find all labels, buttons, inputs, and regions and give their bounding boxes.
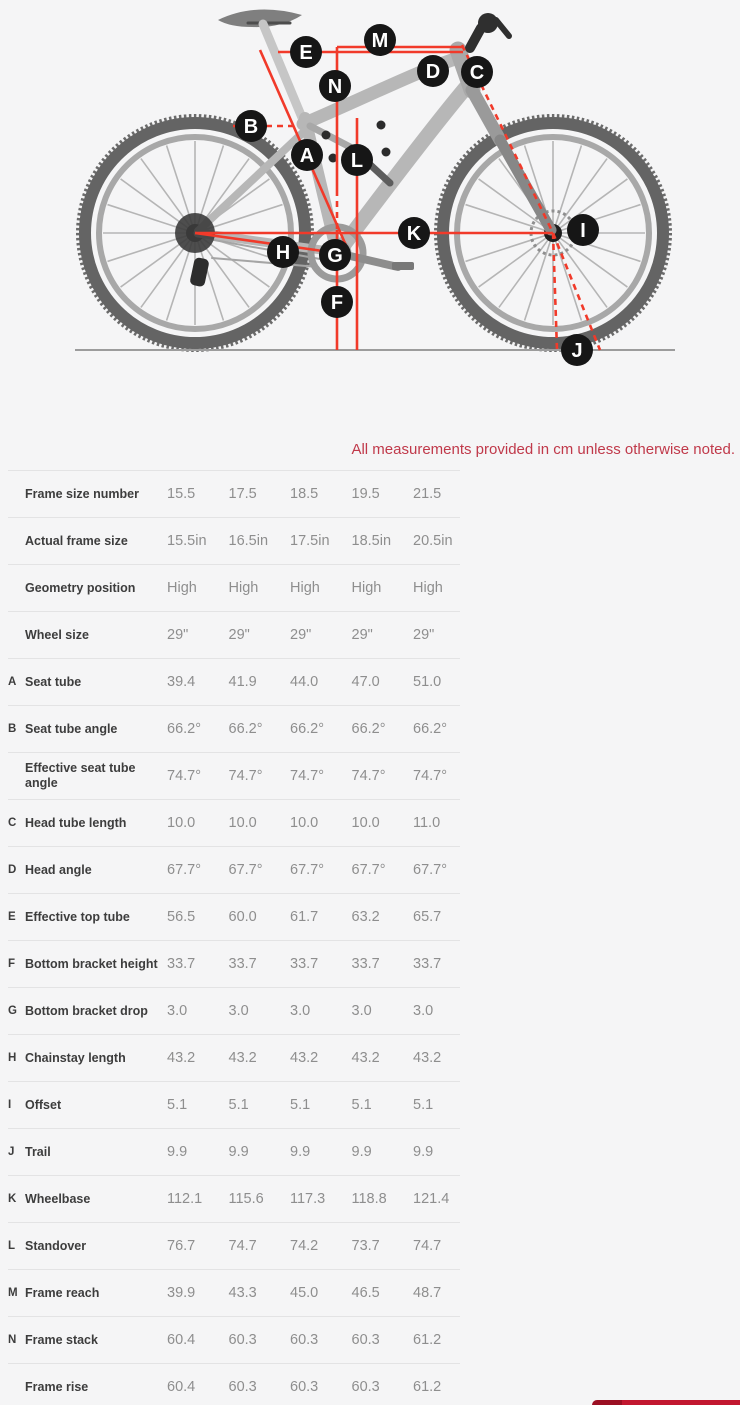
svg-text:M: M	[371, 30, 389, 52]
table-row	[8, 705, 460, 752]
row-value: 3.0	[413, 1003, 434, 1019]
table-row	[8, 1363, 460, 1405]
row-letter: B	[8, 723, 17, 735]
row-value: 18.5in	[351, 533, 392, 549]
row-letter: F	[8, 958, 16, 970]
pivot-bolt	[377, 121, 386, 130]
row-value: 60.4	[167, 1379, 196, 1395]
svg-text:A: A	[299, 145, 315, 167]
svg-text:E: E	[299, 42, 313, 64]
row-value: 15.5	[167, 486, 196, 502]
row-value: 65.7	[413, 909, 442, 925]
row-value: 67.7°	[228, 862, 263, 878]
row-value: 66.2°	[413, 721, 448, 737]
row-value: 74.2	[290, 1238, 319, 1254]
row-letter: N	[8, 1334, 17, 1346]
row-value: 60.3	[290, 1332, 319, 1348]
table-row	[8, 517, 460, 564]
row-value: 9.9	[290, 1144, 311, 1160]
row-value: 10.0	[228, 815, 257, 831]
row-value: 73.7	[351, 1238, 380, 1254]
row-label: Effective top tube	[25, 909, 130, 924]
row-letter: J	[8, 1146, 15, 1158]
marker-A	[291, 139, 323, 171]
row-value: 3.0	[228, 1003, 249, 1019]
row-value: 66.2°	[228, 721, 263, 737]
table-row	[8, 564, 460, 611]
row-label: Bottom bracket height	[25, 956, 158, 971]
row-value: 63.2	[351, 909, 380, 925]
table-row	[8, 1175, 460, 1222]
row-letter: D	[8, 864, 17, 876]
row-value: 29"	[228, 627, 250, 643]
pivot-bolt	[382, 148, 391, 157]
row-label: Wheel size	[25, 627, 89, 642]
table-row	[8, 940, 460, 987]
row-value: 48.7	[413, 1285, 442, 1301]
row-letter: L	[8, 1240, 16, 1252]
row-label: Geometry position	[25, 580, 136, 595]
row-value: 60.3	[228, 1379, 257, 1395]
row-value: 117.3	[290, 1191, 326, 1207]
measurements-note: All measurements provided in cm unless otherwise noted.	[351, 441, 735, 458]
table-row	[8, 658, 460, 705]
svg-text:N: N	[327, 76, 343, 98]
row-value: 17.5in	[290, 533, 330, 549]
svg-text:K: K	[406, 223, 422, 245]
row-letter: K	[8, 1193, 17, 1205]
row-value: 9.9	[413, 1144, 434, 1160]
marker-L	[341, 144, 373, 176]
row-value: High	[413, 580, 443, 596]
row-value: 33.7	[290, 956, 319, 972]
row-value: 43.2	[351, 1050, 380, 1066]
row-value: 66.2°	[351, 721, 386, 737]
marker-E	[290, 36, 322, 68]
row-label: Frame stack	[25, 1332, 98, 1347]
svg-text:G: G	[327, 245, 343, 267]
row-value: 60.3	[351, 1379, 380, 1395]
row-value: 66.2°	[167, 721, 202, 737]
row-value: 60.3	[351, 1332, 380, 1348]
table-row	[8, 1081, 460, 1128]
row-value: 60.3	[290, 1379, 319, 1395]
marker-J	[561, 334, 593, 366]
row-value: 3.0	[167, 1003, 188, 1019]
table-row	[8, 1269, 460, 1316]
row-value: 44.0	[290, 674, 319, 690]
row-value: 74.7	[228, 1238, 257, 1254]
row-value: 67.7°	[167, 862, 202, 878]
row-value: 74.7°	[167, 768, 202, 784]
row-value: 60.3	[228, 1332, 257, 1348]
svg-text:H: H	[275, 242, 291, 264]
row-letter: H	[8, 1052, 17, 1064]
marker-B	[235, 110, 267, 142]
row-value: 33.7	[413, 956, 442, 972]
row-value: 46.5	[351, 1285, 380, 1301]
bike-geometry-diagram	[0, 0, 740, 372]
row-value: 9.9	[228, 1144, 249, 1160]
row-value: 10.0	[167, 815, 196, 831]
row-value: 15.5in	[167, 533, 207, 549]
rear-derailleur	[189, 257, 209, 288]
geometry-table	[8, 470, 460, 1405]
row-letter: A	[8, 676, 17, 688]
row-value: 67.7°	[290, 862, 325, 878]
row-label: Trail	[25, 1144, 51, 1159]
row-value: 29"	[290, 627, 312, 643]
compare-bar-button[interactable]	[592, 1400, 740, 1405]
row-value: 43.2	[167, 1050, 196, 1066]
row-label: Chainstay length	[25, 1050, 126, 1065]
row-value: High	[167, 580, 197, 596]
row-value: 47.0	[351, 674, 380, 690]
row-value: 18.5	[290, 486, 319, 502]
svg-text:D: D	[425, 61, 441, 83]
table-row	[8, 1034, 460, 1081]
row-value: 74.7°	[351, 768, 386, 784]
table-row	[8, 846, 460, 893]
row-value: 56.5	[167, 909, 196, 925]
row-value: 10.0	[351, 815, 380, 831]
pedal	[392, 262, 414, 270]
stem	[470, 28, 481, 48]
brake-lever	[496, 20, 509, 36]
row-value: 20.5in	[413, 533, 453, 549]
marker-G	[319, 239, 351, 271]
row-value: 5.1	[228, 1097, 249, 1113]
marker-F	[321, 286, 353, 318]
row-label: Bottom bracket drop	[25, 1003, 148, 1018]
row-value: High	[228, 580, 259, 596]
row-label: Actual frame size	[25, 533, 128, 548]
row-value: 61.2	[413, 1379, 442, 1395]
table-row	[8, 1128, 460, 1175]
row-label: Seat tube angle	[25, 721, 118, 736]
row-value: 43.2	[228, 1050, 257, 1066]
row-value: 43.3	[228, 1285, 257, 1301]
row-value: 118.8	[351, 1191, 387, 1207]
row-value: 74.7°	[290, 768, 325, 784]
row-label: Frame rise	[25, 1379, 89, 1394]
row-label: Seat tube	[25, 674, 82, 689]
row-letter: G	[8, 1005, 17, 1017]
table-row	[8, 611, 460, 658]
row-value: 121.4	[413, 1191, 450, 1207]
row-label: Wheelbase	[25, 1191, 91, 1206]
row-value: 67.7°	[413, 862, 448, 878]
row-value: 33.7	[167, 956, 196, 972]
row-letter: C	[8, 817, 17, 829]
row-letter: E	[8, 911, 16, 923]
row-label: Frame reach	[25, 1285, 100, 1300]
row-label: Standover	[25, 1238, 87, 1253]
row-value: 3.0	[290, 1003, 311, 1019]
row-value: 5.1	[351, 1097, 372, 1113]
svg-text:L: L	[350, 150, 364, 172]
row-value: 33.7	[351, 956, 380, 972]
row-value: 115.6	[228, 1191, 264, 1207]
row-value: 43.2	[413, 1050, 442, 1066]
row-value: 61.2	[413, 1332, 442, 1348]
row-value: 3.0	[351, 1003, 372, 1019]
row-value: 39.9	[167, 1285, 196, 1301]
row-value: 5.1	[167, 1097, 188, 1113]
marker-H	[267, 236, 299, 268]
marker-M	[364, 24, 396, 56]
row-value: 76.7	[167, 1238, 196, 1254]
row-value: 74.7°	[228, 768, 263, 784]
row-letter: I	[8, 1099, 12, 1111]
svg-text:B: B	[243, 116, 259, 138]
row-letter: M	[8, 1287, 18, 1299]
row-value: 41.9	[228, 674, 257, 690]
svg-text:C: C	[469, 62, 485, 84]
row-value: 9.9	[351, 1144, 372, 1160]
pivot-bolt	[322, 131, 331, 140]
row-value: 51.0	[413, 674, 442, 690]
svg-text:J: J	[571, 340, 583, 362]
table-row	[8, 893, 460, 940]
row-value: 16.5in	[228, 533, 269, 549]
row-value: 29"	[167, 627, 189, 643]
row-label: Head angle	[25, 862, 92, 877]
row-value: 5.1	[413, 1097, 434, 1113]
row-value: 17.5	[228, 486, 257, 502]
row-value: 5.1	[290, 1097, 311, 1113]
row-value: High	[351, 580, 382, 596]
row-value: 61.7	[290, 909, 319, 925]
row-label: Effective seat tube angle	[25, 761, 136, 790]
row-value: 60.4	[167, 1332, 196, 1348]
row-value: 9.9	[167, 1144, 188, 1160]
marker-C	[461, 56, 493, 88]
row-value: 74.7°	[413, 768, 448, 784]
row-value: 45.0	[290, 1285, 319, 1301]
row-label: Offset	[25, 1097, 62, 1112]
row-value: 10.0	[290, 815, 319, 831]
table-row	[8, 1222, 460, 1269]
table-row	[8, 1316, 460, 1363]
row-value: 29"	[413, 627, 435, 643]
svg-text:F: F	[330, 292, 344, 314]
marker-I	[567, 214, 599, 246]
row-value: 33.7	[228, 956, 257, 972]
row-label: Frame size number	[25, 486, 139, 501]
svg-text:I: I	[580, 220, 586, 242]
row-value: 29"	[351, 627, 373, 643]
table-row	[8, 799, 460, 846]
marker-N	[319, 70, 351, 102]
row-value: 21.5	[413, 486, 442, 502]
row-value: 19.5	[351, 486, 380, 502]
table-row	[8, 752, 460, 799]
marker-D	[417, 55, 449, 87]
row-value: High	[290, 580, 320, 596]
fork-lower-leg	[500, 140, 551, 230]
row-value: 66.2°	[290, 721, 325, 737]
row-value: 43.2	[290, 1050, 319, 1066]
row-label: Head tube length	[25, 815, 127, 830]
row-value: 112.1	[167, 1191, 203, 1207]
table-row	[8, 987, 460, 1034]
row-value: 74.7	[413, 1238, 442, 1254]
row-value: 11.0	[413, 815, 441, 831]
row-value: 39.4	[167, 674, 196, 690]
marker-K	[398, 217, 430, 249]
table-row	[8, 470, 460, 517]
row-value: 60.0	[228, 909, 257, 925]
row-value: 67.7°	[351, 862, 386, 878]
